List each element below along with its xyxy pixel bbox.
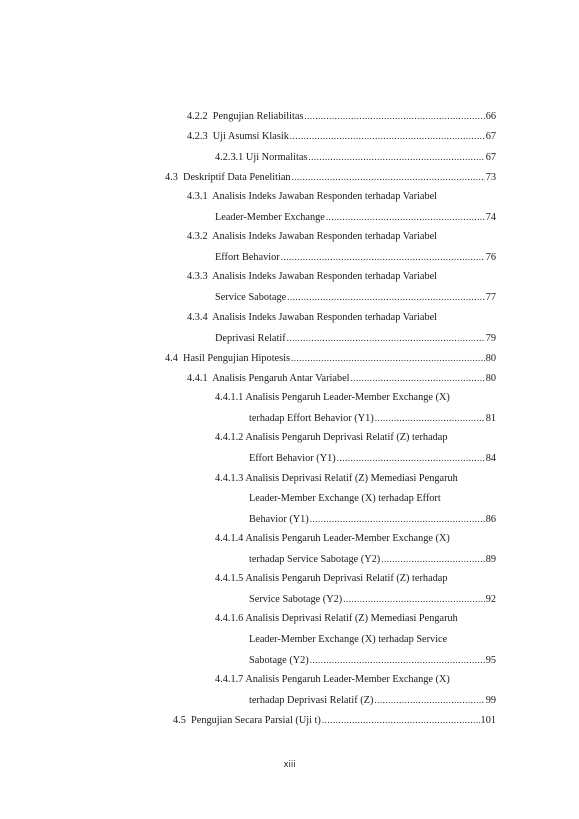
toc-entry[interactable]: 4.2.3 Uji Asumsi Klasik ..... 67	[187, 129, 496, 144]
toc-entry[interactable]: 4.4 Hasil Pengujian Hipotesis ..... 80	[165, 351, 496, 366]
page-number: xiii	[283, 760, 296, 770]
toc-entry-continuation[interactable]: Service Sabotage ..... 77	[215, 290, 496, 305]
toc-entry[interactable]: 4.4.1 Analisis Pengaruh Antar Variabel ..... 80	[187, 371, 496, 386]
toc-entry[interactable]: 4.4.1.6 Analisis Deprivasi Relatif (Z) Memediasi Pengaruh	[215, 613, 458, 624]
toc-entry-continuation[interactable]: terhadap Service Sabotage (Y2) ..... 89	[249, 552, 496, 567]
toc-entry[interactable]: 4.2.3.1 Uji Normalitas ..... 67	[215, 150, 496, 165]
toc-entry[interactable]: 4.4.1.2 Analisis Pengaruh Deprivasi Relatif (Z) terhadap	[215, 432, 448, 443]
toc-entry-continuation[interactable]: Leader-Member Exchange ..... 74	[215, 210, 496, 225]
toc-entry[interactable]: 4.3.3 Analisis Indeks Jawaban Responden terhadap Variabel	[187, 271, 438, 282]
toc-entry-continuation[interactable]: terhadap Effort Behavior (Y1) ..... 81	[249, 411, 496, 426]
toc-entry-continuation[interactable]: Deprivasi Relatif ..... 79	[215, 331, 496, 346]
toc-entry[interactable]: 4.3 Deskriptif Data Penelitian ..... 73	[165, 170, 496, 185]
toc-entry-continuation[interactable]: Behavior (Y1) ..... 86	[249, 512, 496, 527]
toc-entry[interactable]: 4.4.1.7 Analisis Pengaruh Leader-Member Exchange (X)	[215, 674, 450, 685]
toc-entry-continuation[interactable]: terhadap Deprivasi Relatif (Z) ..... 99	[249, 693, 496, 708]
toc-entry[interactable]: 4.3.4 Analisis Indeks Jawaban Responden terhadap Variabel	[187, 312, 438, 323]
toc-entry-continuation[interactable]: Service Sabotage (Y2) ..... 92	[249, 592, 496, 607]
toc-entry[interactable]: 4.2.2 Pengujian Reliabilitas ..... 66	[187, 109, 496, 124]
toc-entry[interactable]: 4.4.1.3 Analisis Deprivasi Relatif (Z) Memediasi Pengaruh	[215, 473, 458, 484]
toc-entry-continuation[interactable]: Leader-Member Exchange (X) terhadap Service	[249, 634, 448, 645]
toc-entry-continuation[interactable]: Leader-Member Exchange (X) terhadap Effort	[249, 493, 441, 504]
toc-entry[interactable]: 4.3.2 Analisis Indeks Jawaban Responden terhadap Variabel	[187, 231, 438, 242]
toc-entry-continuation[interactable]: Sabotage (Y2) ..... 95	[249, 653, 496, 668]
toc-entry-continuation[interactable]: Effort Behavior ..... 76	[215, 250, 496, 265]
toc-entry[interactable]: 4.4.1.1 Analisis Pengaruh Leader-Member Exchange (X)	[215, 392, 450, 403]
toc-entry[interactable]: 4.3.1 Analisis Indeks Jawaban Responden terhadap Variabel	[187, 191, 438, 202]
toc-entry[interactable]: 4.4.1.5 Analisis Pengaruh Deprivasi Relatif (Z) terhadap	[215, 573, 448, 584]
toc-entry[interactable]: 4.4.1.4 Analisis Pengaruh Leader-Member Exchange (X)	[215, 533, 450, 544]
toc-entry[interactable]: 4.5 Pengujian Secara Parsial (Uji t) ..... 101	[173, 713, 496, 728]
toc-entry-continuation[interactable]: Effort Behavior (Y1) ..... 84	[249, 451, 496, 466]
